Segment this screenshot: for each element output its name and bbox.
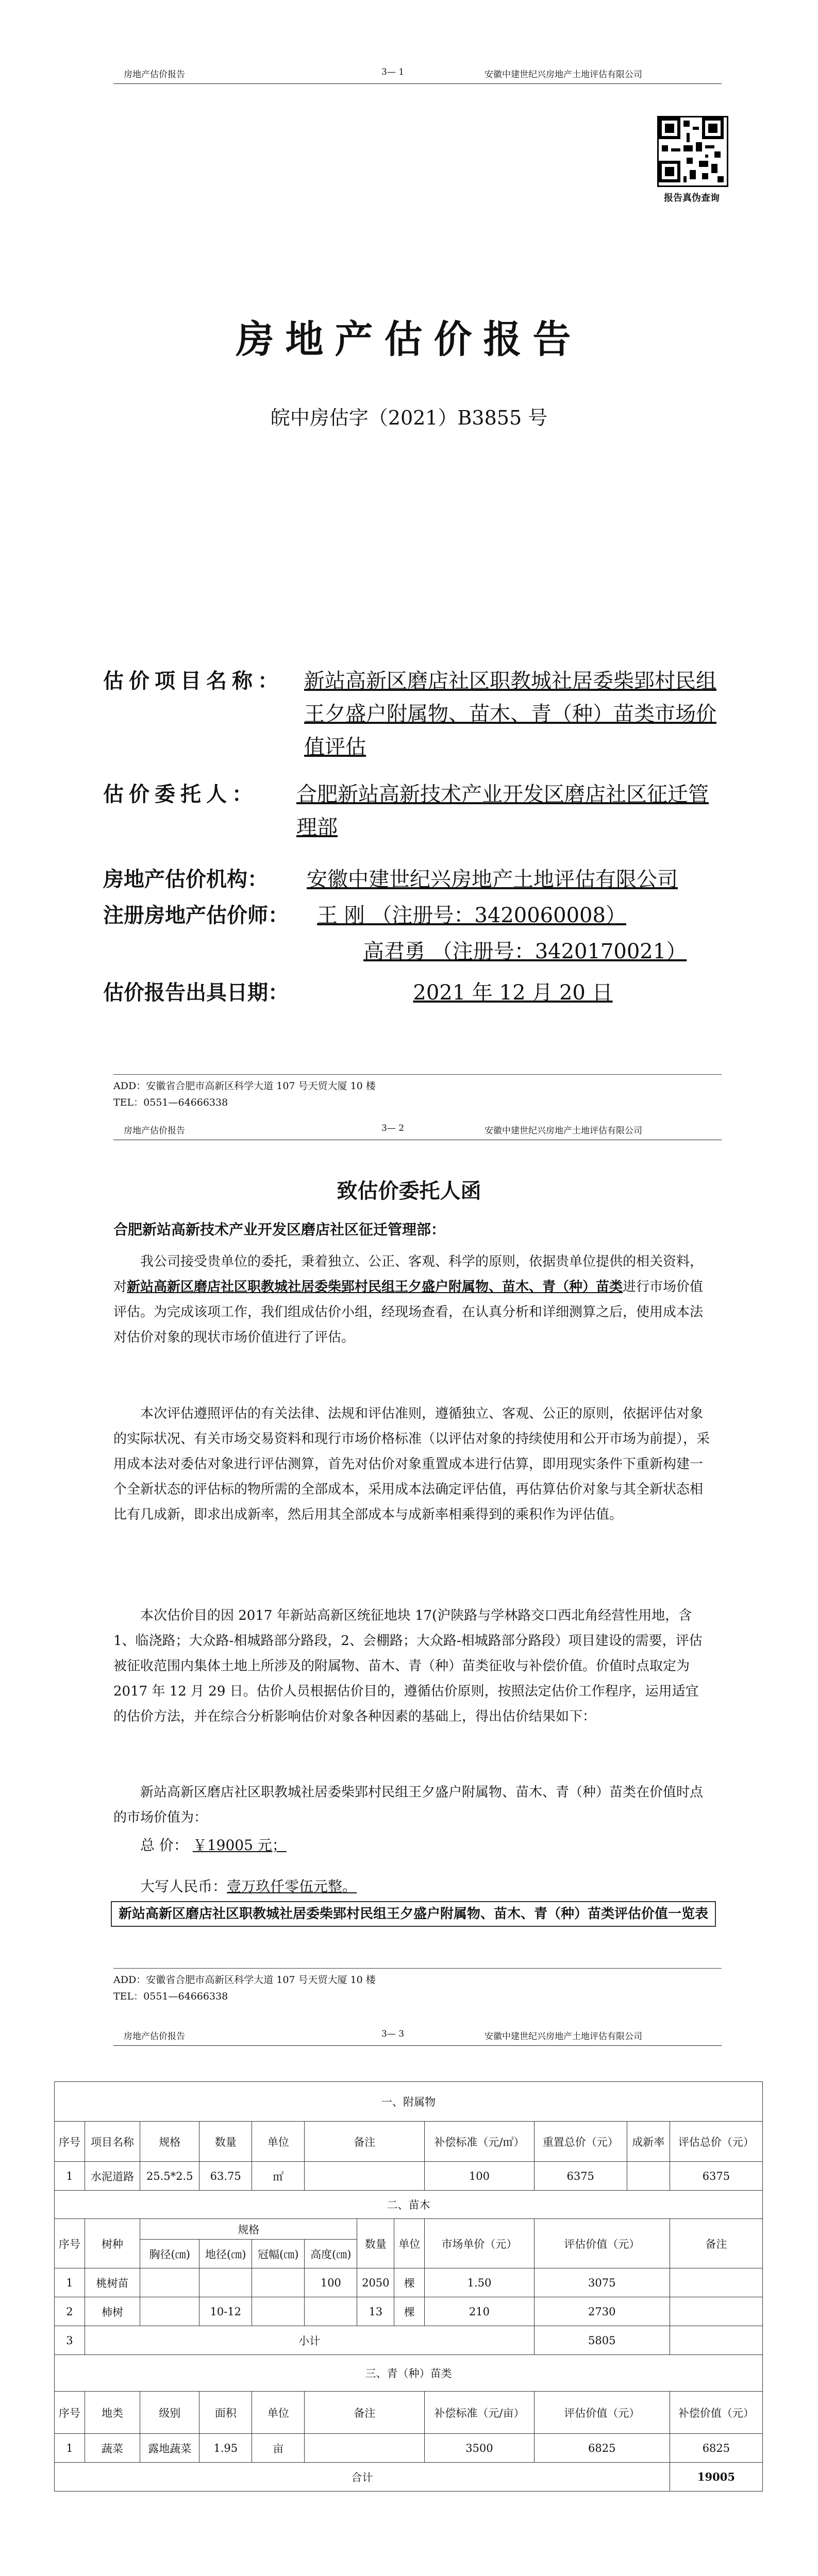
- table-header-cell: 单位: [252, 2122, 305, 2162]
- grand-total-row: [55, 2463, 763, 2492]
- appraiser-label: 注册房地产估价师：: [103, 903, 289, 927]
- table-header-cell: 胸径(㎝): [140, 2240, 199, 2268]
- client-label: 估价委托人：: [103, 782, 258, 806]
- total-uppercase-line: [140, 1875, 357, 1896]
- qr-code-icon[interactable]: [657, 116, 728, 187]
- page-header: [113, 2029, 722, 2046]
- subtotal-label: 小计: [85, 2326, 534, 2355]
- table-header-cell: 市场单价（元）: [425, 2219, 534, 2268]
- table-cell: 2050: [357, 2268, 394, 2297]
- table-cell: [627, 2162, 670, 2191]
- table-cell: [140, 2297, 199, 2326]
- table-cell: 1: [55, 2268, 85, 2297]
- report-title: 房地产估价报告: [236, 317, 582, 362]
- table-cell: 1.50: [425, 2268, 534, 2297]
- date-value: 2021 年 12 月 20 日: [413, 981, 613, 1005]
- section-2-title-row: [55, 2191, 763, 2219]
- table-cell: 露地蔬菜: [140, 2434, 199, 2463]
- footer-tel: TEL：0551—64666338: [113, 1097, 228, 1108]
- page-header: [113, 67, 722, 84]
- table-cell: 1.95: [199, 2434, 252, 2463]
- table-cell: [670, 2326, 762, 2355]
- letter-addressee: 合肥新站高新技术产业开发区磨店社区征迁管理部：: [113, 1221, 446, 1238]
- section-3-title-row: [55, 2355, 763, 2392]
- header-page-number: 3— 2: [381, 1123, 405, 1133]
- table-header-cell: 高度(㎝): [305, 2240, 357, 2268]
- letter-p1-text: 我公司接受贵单位的委托，秉着独立、公正、客观、科学的原则，依据贵单位提供的相关资料，对: [113, 1254, 704, 1295]
- header-right: 安徽中建世纪兴房地产土地评估有限公司: [485, 1126, 642, 1136]
- date-label: 估价报告出具日期：: [103, 980, 289, 1005]
- page-header: [113, 1123, 722, 1140]
- page-footer: [113, 1074, 722, 1111]
- appraiser-1: 王 刚 （注册号：3420060008）: [317, 904, 626, 927]
- letter-paragraph-1: [113, 1249, 711, 1350]
- table-header-cell: 评估价值（元）: [534, 2219, 670, 2268]
- letter-p1-text-end: 进行市场价值评估。为完成该项工作，我们组成估价小组，经现场查看，在认真分析和详细测算之后，使用成本法对估价对象的现状市场价值进行了评估。: [113, 1279, 704, 1345]
- header-right: 安徽中建世纪兴房地产土地评估有限公司: [485, 2031, 642, 2042]
- table-cell: 25.5*2.5: [140, 2162, 199, 2191]
- total-price-value: ￥19005 元；: [192, 1837, 287, 1854]
- table-cell: [140, 2268, 199, 2297]
- table-cell: 6825: [670, 2434, 762, 2463]
- table-cell: 100: [305, 2268, 357, 2297]
- table-cell: 水泥道路: [85, 2162, 140, 2191]
- table-header-cell: 地径(㎝): [199, 2240, 252, 2268]
- table-cell: 100: [425, 2162, 534, 2191]
- uppercase-label: 大写人民币：: [140, 1878, 227, 1895]
- section-2-title: 二、苗木: [55, 2191, 763, 2219]
- total-price-label: 总 价：: [140, 1837, 188, 1854]
- table-header-cell: 补偿标准（元/亩）: [425, 2392, 534, 2434]
- appraiser-2: 高君勇 （注册号：3420170021）: [363, 940, 687, 963]
- table-header-cell: 项目名称: [85, 2122, 140, 2162]
- table-header-cell: 单位: [252, 2392, 305, 2434]
- table-header-cell: 地类: [85, 2392, 140, 2434]
- report-ref-number: 皖中房估字（2021）B3855 号: [270, 406, 548, 429]
- table-header-cell: 规格: [140, 2122, 199, 2162]
- table-cell: 桃树苗: [85, 2268, 140, 2297]
- qr-code-graphic: [659, 117, 724, 182]
- header-page-number: 3— 1: [381, 67, 405, 77]
- table-header-cell: 补偿标准（元/㎡）: [425, 2122, 534, 2162]
- table-cell: 6375: [670, 2162, 762, 2191]
- table-header-cell: 面积: [199, 2392, 252, 2434]
- table-cell: 亩: [252, 2434, 305, 2463]
- table-cell: 10-12: [199, 2297, 252, 2326]
- uppercase-value: 壹万玖仟零伍元整。: [227, 1878, 357, 1895]
- client-value: 合肥新站高新技术产业开发区磨店社区征迁管理部: [296, 783, 709, 839]
- section-1-header-row: [55, 2122, 763, 2162]
- footer-address: ADD：安徽省合肥市高新区科学大道 107 号天贸大厦 10 楼: [113, 1080, 376, 1092]
- agency-label: 房地产估价机构：: [103, 867, 268, 891]
- section-1-title: 一、附属物: [55, 2082, 763, 2122]
- table-header-cell: 序号: [55, 2219, 85, 2268]
- table-cell: [252, 2297, 305, 2326]
- table-cell: 6825: [534, 2434, 670, 2463]
- qr-caption: 报告真伪查询: [664, 193, 720, 204]
- table-cell: 3500: [425, 2434, 534, 2463]
- summary-caption: 新站高新区磨店社区职教城社居委柴郢村民组王夕盛户附属物、苗木、青（种）苗类评估价值一览表: [111, 1901, 716, 1927]
- table-header-cell: 级别: [140, 2392, 199, 2434]
- table-header-cell: 序号: [55, 2392, 85, 2434]
- table-header-cell: 成新率: [627, 2122, 670, 2162]
- grand-total-label: 合计: [55, 2463, 670, 2492]
- header-right: 安徽中建世纪兴房地产土地评估有限公司: [485, 70, 642, 80]
- table-cell: [670, 2297, 762, 2326]
- footer-tel: TEL：0551—64666338: [113, 1991, 228, 2002]
- table-cell: 3: [55, 2326, 85, 2355]
- subtotal-row: [55, 2326, 763, 2355]
- header-left: 房地产估价报告: [124, 1126, 185, 1136]
- table-cell: 2730: [534, 2297, 670, 2326]
- table-row: [55, 2268, 763, 2297]
- table-cell: 柿树: [85, 2297, 140, 2326]
- table-row: [55, 2297, 763, 2326]
- agency-value: 安徽中建世纪兴房地产土地评估有限公司: [307, 868, 678, 891]
- section-3-header-row: [55, 2392, 763, 2434]
- table-header-cell: 树种: [85, 2219, 140, 2268]
- table-cell: [670, 2268, 762, 2297]
- table-cell: 210: [425, 2297, 534, 2326]
- footer-address: ADD：安徽省合肥市高新区科学大道 107 号天贸大厦 10 楼: [113, 1974, 376, 1986]
- valuation-summary-table: [54, 2081, 763, 2492]
- table-cell: [199, 2268, 252, 2297]
- table-header-cell: 评估总价（元）: [670, 2122, 762, 2162]
- table-cell: [305, 2434, 425, 2463]
- table-header-cell: 冠幅(㎝): [252, 2240, 305, 2268]
- total-price-line: [140, 1834, 287, 1855]
- table-header-cell: 备注: [305, 2122, 425, 2162]
- project-label: 估价项目名称：: [103, 669, 283, 693]
- table-cell: 6375: [534, 2162, 627, 2191]
- header-left: 房地产估价报告: [124, 2031, 185, 2042]
- table-cell: 3075: [534, 2268, 670, 2297]
- table-row: [55, 2162, 763, 2191]
- header-page-number: 3— 3: [381, 2029, 405, 2039]
- table-header-cell: 规格: [140, 2219, 357, 2240]
- grand-total-value: 19005: [670, 2463, 762, 2492]
- section-2-header-row-a: [55, 2219, 763, 2240]
- table-header-cell: 数量: [199, 2122, 252, 2162]
- subtotal-value: 5805: [534, 2326, 670, 2355]
- table-cell: 蔬菜: [85, 2434, 140, 2463]
- table-cell: 棵: [394, 2297, 425, 2326]
- table-row: [55, 2434, 763, 2463]
- section-1-title-row: [55, 2082, 763, 2122]
- table-header-cell: 评估价值（元）: [534, 2392, 670, 2434]
- section-3-title: 三、青（种）苗类: [55, 2355, 763, 2392]
- letter-paragraph-3: 本次估价目的因 2017 年新站高新区统征地块 17(沪陕路与学林路交口西北角经营性用地，含 1、临浇路；大众路-相城路部分路段，2、会棚路；大众路-相城路部分路段）项目建设的需要，评估被征收范围内集体土地上所涉及的附属物、苗木、青（种）苗类征收与补偿价值。价值时点取定为 2017 年 12 月 29 日。估价人员根据估价目的，遵循估价原则，按照法定估价工作程序，运用适宜的估价方法，并在综合分析影响估价对象各种因素的基础上，得出估价结果如下：: [113, 1608, 703, 1724]
- table-cell: 2: [55, 2297, 85, 2326]
- letter-paragraph-2: 本次评估遵照评估的有关法律、法规和评估准则，遵循独立、客观、公正的原则，依据评估对象的实际状况、有关市场交易资料和现行市场价格标准（以评估对象的持续使用和公开市场为前提），采用成本法对委估对象进行评估测算，首先对估价对象重置成本进行估算，即用现实条件下重新构建一个全新状态的评估标的物所需的全部成本，采用成本法确定评估值，再估算估价对象与其全新状态相比有几成新，即求出成新率，然后用其全部成本与成新率相乘得到的乘积作为评估值。: [113, 1406, 710, 1522]
- table-header-cell: 单位: [394, 2219, 425, 2268]
- table-cell: 63.75: [199, 2162, 252, 2191]
- table-header-cell: 序号: [55, 2122, 85, 2162]
- table-cell: 棵: [394, 2268, 425, 2297]
- letter-title: 致估价委托人函: [337, 1179, 481, 1203]
- project-value: 新站高新区磨店社区职教城社居委柴郢村民组王夕盛户附属物、苗木、青（种）苗类市场价值评估: [304, 669, 716, 759]
- letter-p1-subject: 新站高新区磨店社区职教城社居委柴郢村民组王夕盛户附属物、苗木、青（种）苗类: [127, 1279, 623, 1295]
- header-left: 房地产估价报告: [124, 70, 185, 80]
- table-header-cell: 数量: [357, 2219, 394, 2268]
- table-cell: [305, 2297, 357, 2326]
- table-header-cell: 备注: [305, 2392, 425, 2434]
- table-header-cell: 补偿价值（元）: [670, 2392, 762, 2434]
- page-footer: [113, 1968, 722, 2005]
- table-cell: ㎡: [252, 2162, 305, 2191]
- table-header-cell: 备注: [670, 2219, 762, 2268]
- table-cell: 1: [55, 2162, 85, 2191]
- table-cell: 1: [55, 2434, 85, 2463]
- table-cell: [252, 2268, 305, 2297]
- table-header-cell: 重置总价（元）: [534, 2122, 627, 2162]
- letter-paragraph-4: 新站高新区磨店社区职教城社居委柴郢村民组王夕盛户附属物、苗木、青（种）苗类在价值时点的市场价值为：: [113, 1785, 704, 1825]
- table-cell: [305, 2162, 425, 2191]
- table-cell: 13: [357, 2297, 394, 2326]
